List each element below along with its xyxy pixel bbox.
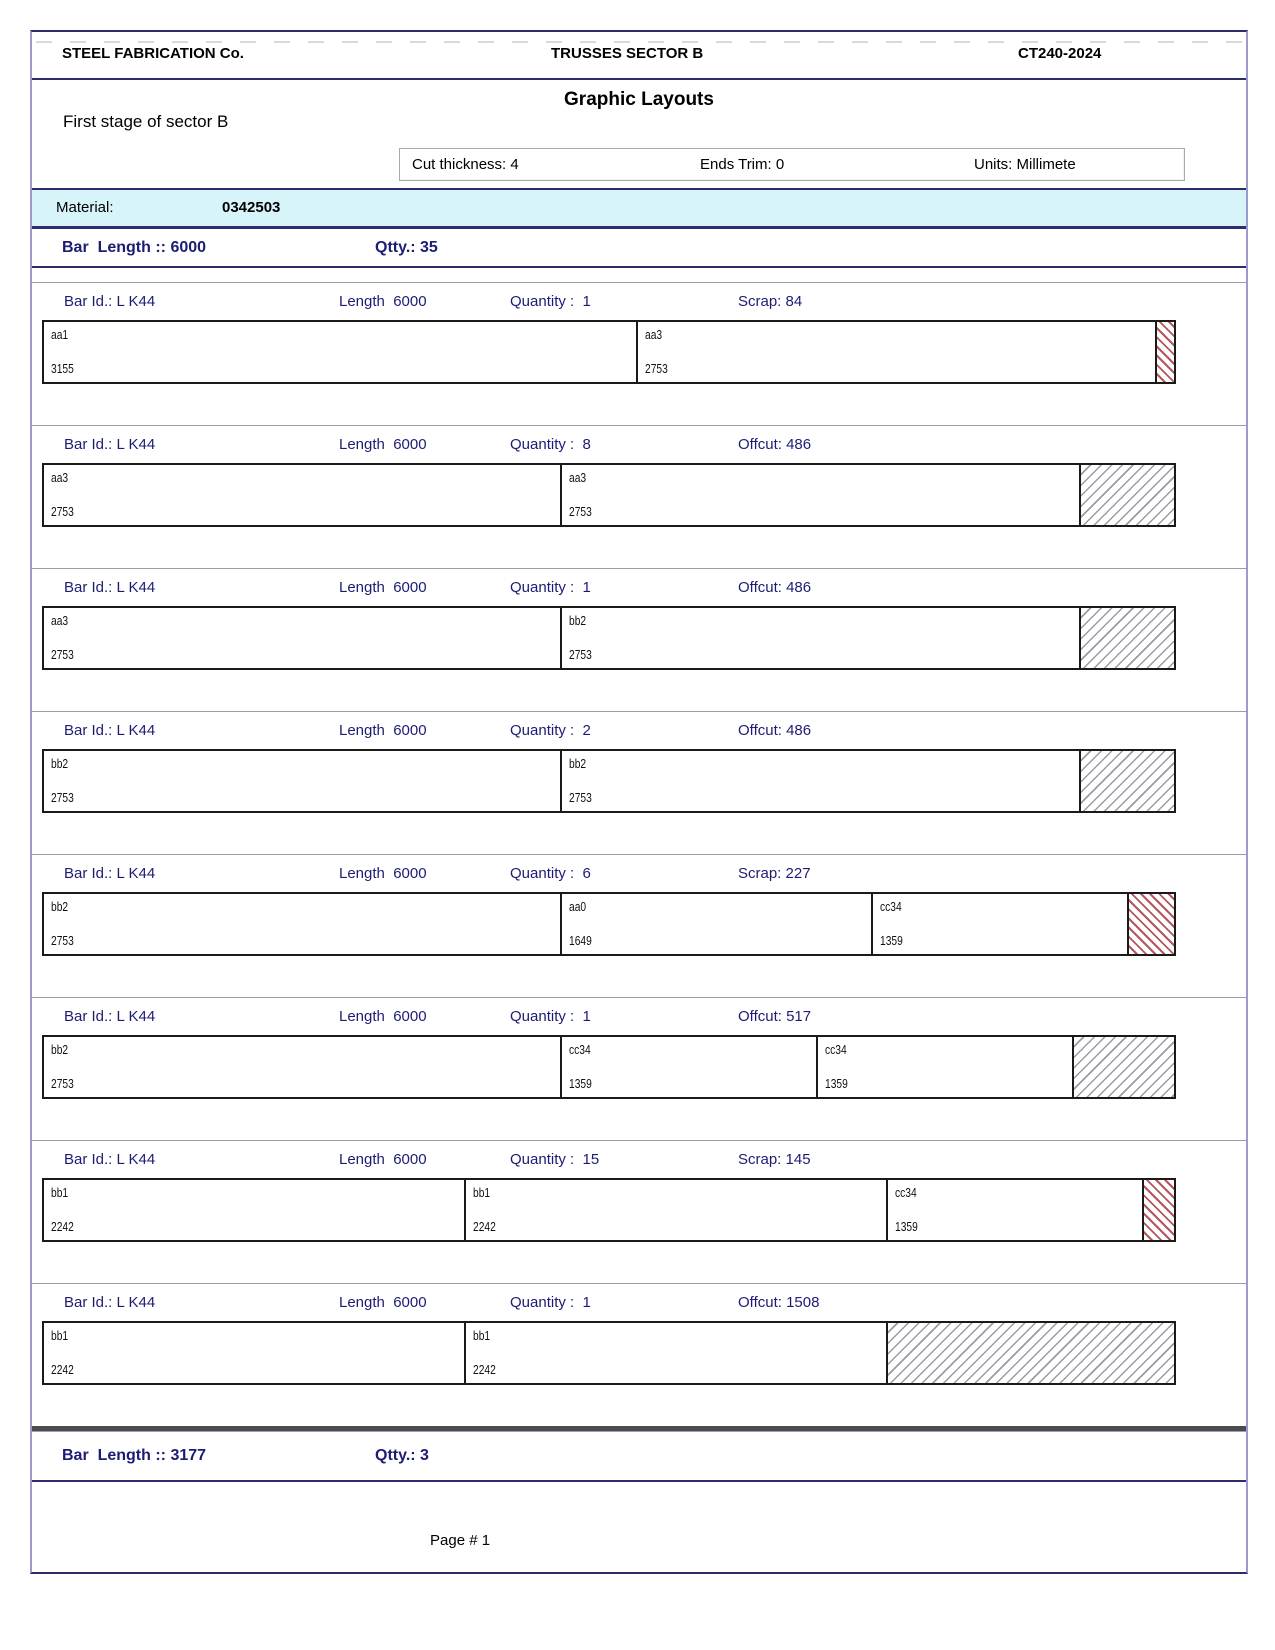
cutting-layout-section xyxy=(32,425,1246,568)
page-number: Page # 1 xyxy=(430,1532,491,1549)
bar-segment xyxy=(818,1037,1074,1097)
header-dashed-line xyxy=(36,41,1242,43)
quantity-label: Quantity : 8 xyxy=(510,436,591,453)
bar-segment xyxy=(44,1180,466,1240)
bar-id-label: Bar Id.: L K44 xyxy=(64,579,156,596)
segment-id: cc34 xyxy=(825,1043,848,1057)
quantity-label: Quantity : 6 xyxy=(510,865,591,882)
bar-segment xyxy=(562,1037,818,1097)
bar-id-label: Bar Id.: L K44 xyxy=(64,436,156,453)
quantity-label: Quantity : 2 xyxy=(510,722,591,739)
segment-length: 2753 xyxy=(645,362,668,376)
bar-id-label: Bar Id.: L K44 xyxy=(64,293,156,310)
units-value: Units: Millimete xyxy=(974,156,1076,173)
segment-length: 2753 xyxy=(569,505,593,519)
bar-segment xyxy=(466,1323,888,1383)
stage-subtitle: First stage of sector B xyxy=(63,112,229,131)
segment-length: 1359 xyxy=(569,1077,593,1091)
page-title: Graphic Layouts xyxy=(564,89,714,110)
segment-length: 2242 xyxy=(51,1220,74,1234)
bar-segment xyxy=(44,322,638,382)
segment-id: bb2 xyxy=(51,900,69,914)
report-sheet xyxy=(30,30,1248,1574)
segment-id: bb2 xyxy=(569,614,587,628)
bar-id-label: Bar Id.: L K44 xyxy=(64,1008,156,1025)
offcut-hatch xyxy=(888,1323,1174,1383)
cutting-layout-section xyxy=(32,1283,1246,1426)
length-label: Length 6000 xyxy=(339,865,427,882)
segment-id: bb2 xyxy=(569,757,587,771)
ends-trim-value: Ends Trim: 0 xyxy=(700,156,785,173)
length-label: Length 6000 xyxy=(339,722,427,739)
material-label: Material: xyxy=(56,199,114,216)
bar-graphic xyxy=(42,320,1176,384)
title-block xyxy=(32,80,1246,190)
bar-length-group-header xyxy=(32,229,1246,268)
segment-length: 2753 xyxy=(51,648,74,662)
layout-sections xyxy=(32,268,1246,1426)
bar-graphic xyxy=(42,1321,1176,1385)
bar-qty-label: Qtty.: 35 xyxy=(375,239,438,256)
bar-graphic xyxy=(42,606,1176,670)
offcut-hatch xyxy=(1081,608,1174,668)
segment-id: cc34 xyxy=(895,1186,918,1200)
cutting-layout-section xyxy=(32,854,1246,997)
bar-segment xyxy=(44,608,562,668)
quantity-label: Quantity : 1 xyxy=(510,1008,591,1025)
bar-graphic xyxy=(42,892,1176,956)
bar-id-label: Bar Id.: L K44 xyxy=(64,1151,156,1168)
material-value: 0342503 xyxy=(222,199,281,216)
length-label: Length 6000 xyxy=(339,1294,427,1311)
segment-id: aa3 xyxy=(569,471,587,485)
segment-id: aa3 xyxy=(51,471,69,485)
segment-id: bb2 xyxy=(51,757,69,771)
bar-segment xyxy=(44,894,562,954)
segment-length: 2753 xyxy=(569,648,593,662)
bar-segment xyxy=(44,1037,562,1097)
project-name: TRUSSES SECTOR B xyxy=(551,45,704,62)
waste-label: Scrap: 227 xyxy=(738,865,811,882)
segment-id: bb1 xyxy=(473,1186,491,1200)
parameters-box xyxy=(399,148,1185,181)
quantity-label: Quantity : 15 xyxy=(510,1151,600,1168)
waste-label: Offcut: 1508 xyxy=(738,1294,820,1311)
segment-length: 2242 xyxy=(473,1220,497,1234)
cutting-layout-section xyxy=(32,282,1246,425)
segment-length: 3155 xyxy=(51,362,74,376)
segment-id: cc34 xyxy=(880,900,902,914)
cutting-layout-section xyxy=(32,1140,1246,1283)
bar-graphic xyxy=(42,1035,1176,1099)
waste-label: Scrap: 84 xyxy=(738,293,803,310)
segment-id: bb2 xyxy=(51,1043,69,1057)
length-label: Length 6000 xyxy=(339,579,427,596)
bar-segment xyxy=(888,1180,1144,1240)
cutting-layout-section xyxy=(32,997,1246,1140)
cutting-layout-section xyxy=(32,711,1246,854)
length-label: Length 6000 xyxy=(339,293,427,310)
segment-length: 2753 xyxy=(569,791,593,805)
bar-segment xyxy=(562,751,1080,811)
segment-id: aa3 xyxy=(645,328,663,342)
segment-length: 2753 xyxy=(51,934,74,948)
bar-segment xyxy=(562,608,1080,668)
segment-length: 2753 xyxy=(51,1077,74,1091)
company-name: STEEL FABRICATION Co. xyxy=(62,45,244,62)
bar-segment xyxy=(562,465,1080,525)
bar-id-label: Bar Id.: L K44 xyxy=(64,865,156,882)
scrap-hatch xyxy=(1144,1180,1174,1240)
waste-label: Offcut: 486 xyxy=(738,579,812,596)
bar-id-label: Bar Id.: L K44 xyxy=(64,722,156,739)
segment-length: 2242 xyxy=(473,1363,497,1377)
segment-length: 1649 xyxy=(569,934,593,948)
bar-length-label-2: Bar Length :: 3177 xyxy=(62,1447,207,1464)
quantity-label: Quantity : 1 xyxy=(510,579,591,596)
segment-length: 1359 xyxy=(825,1077,849,1091)
offcut-hatch xyxy=(1081,751,1174,811)
bar-segment xyxy=(44,465,562,525)
length-label: Length 6000 xyxy=(339,1151,427,1168)
segment-length: 2753 xyxy=(51,505,74,519)
bar-length-group-header-2 xyxy=(32,1432,1246,1482)
segment-length: 1359 xyxy=(895,1220,919,1234)
segment-id: bb1 xyxy=(51,1186,69,1200)
bar-segment xyxy=(873,894,1129,954)
bar-segment xyxy=(44,751,562,811)
quantity-label: Quantity : 1 xyxy=(510,1294,591,1311)
length-label: Length 6000 xyxy=(339,1008,427,1025)
waste-label: Scrap: 145 xyxy=(738,1151,811,1168)
segment-id: bb1 xyxy=(51,1329,69,1343)
segment-length: 2242 xyxy=(51,1363,74,1377)
waste-label: Offcut: 517 xyxy=(738,1008,812,1025)
bar-graphic xyxy=(42,463,1176,527)
bar-segment xyxy=(44,1323,466,1383)
offcut-hatch xyxy=(1081,465,1174,525)
bar-segment xyxy=(466,1180,888,1240)
scrap-hatch xyxy=(1157,322,1174,382)
bar-segment xyxy=(638,322,1156,382)
offcut-hatch xyxy=(1074,1037,1174,1097)
waste-label: Offcut: 486 xyxy=(738,436,812,453)
segment-id: aa3 xyxy=(51,614,69,628)
bar-id-label: Bar Id.: L K44 xyxy=(64,1294,156,1311)
quantity-label: Quantity : 1 xyxy=(510,293,591,310)
segment-id: cc34 xyxy=(569,1043,592,1057)
bar-graphic xyxy=(42,749,1176,813)
segment-length: 2753 xyxy=(51,791,74,805)
segment-length: 1359 xyxy=(880,934,903,948)
footer-area xyxy=(32,1482,1246,1570)
document-code: CT240-2024 xyxy=(1018,45,1102,62)
segment-id: bb1 xyxy=(473,1329,491,1343)
bar-graphic xyxy=(42,1178,1176,1242)
bar-segment xyxy=(562,894,873,954)
bar-length-label: Bar Length :: 6000 xyxy=(62,239,207,256)
length-label: Length 6000 xyxy=(339,436,427,453)
cutting-layout-section xyxy=(32,568,1246,711)
cut-thickness-value: Cut thickness: 4 xyxy=(412,156,519,173)
bar-qty-label-2: Qtty.: 3 xyxy=(375,1447,429,1464)
waste-label: Offcut: 486 xyxy=(738,722,812,739)
scrap-hatch xyxy=(1129,894,1174,954)
report-header xyxy=(32,32,1246,80)
segment-id: aa1 xyxy=(51,328,69,342)
material-row xyxy=(32,190,1246,229)
segment-id: aa0 xyxy=(569,900,587,914)
